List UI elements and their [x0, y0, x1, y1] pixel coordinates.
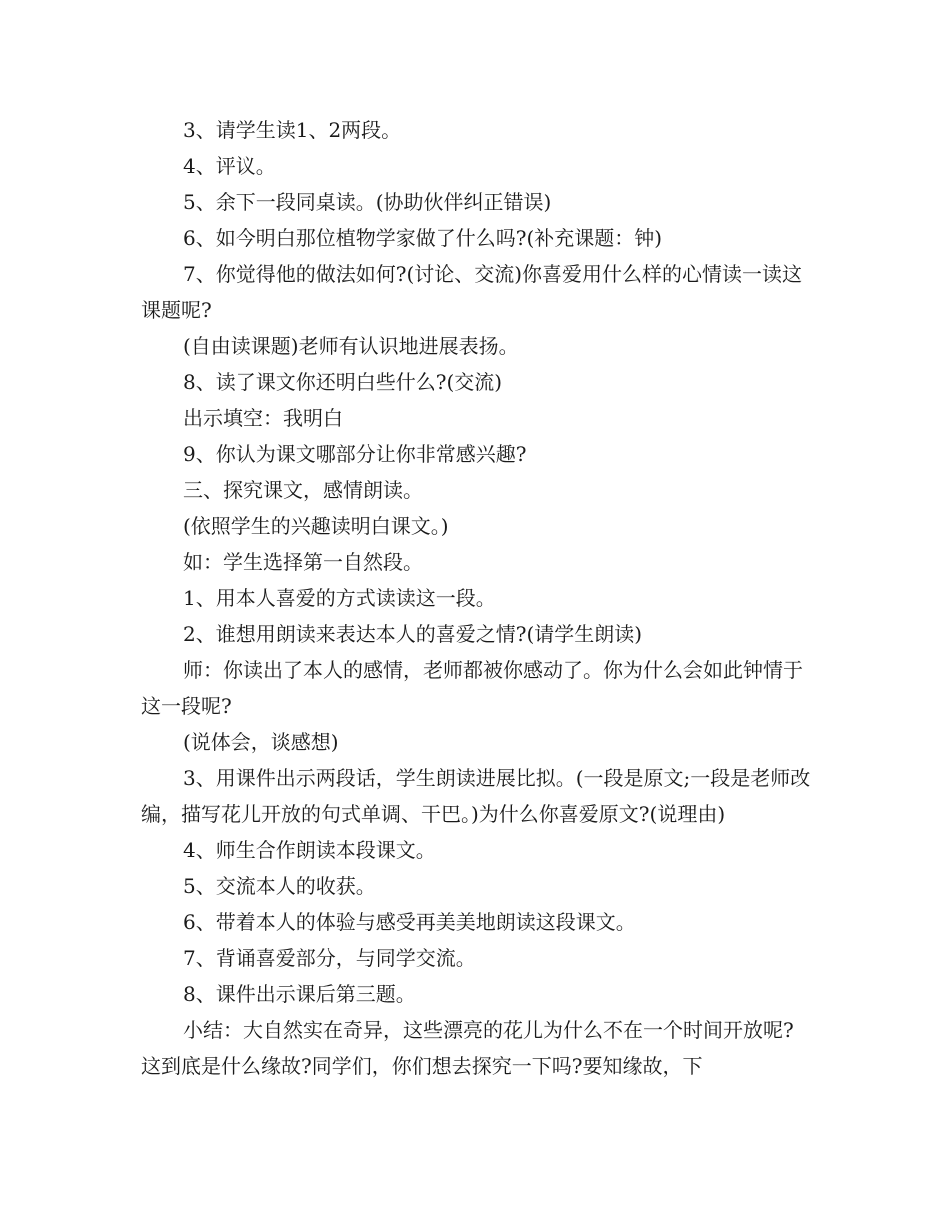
paragraph-step-9-interest: 9、你认为课文哪部分让你非常感兴趣? [183, 442, 527, 466]
paragraph-step-8-exchange: 8、读了课文你还明白些什么?(交流) [183, 370, 503, 394]
paragraph-summary: 小结：大自然实在奇异，这些漂亮的花儿为什么不在一个时间开放呢?这到底是什么缘故?同学们，你们想去探究一下吗?要知缘故，下 [141, 1018, 794, 1078]
paragraph-item-4: 4、师生合作朗读本段课文。 [183, 838, 436, 862]
paragraph-example-first-section: 如：学生选择第一自然段。 [183, 550, 423, 574]
paragraph-fill-blank: 出示填空：我明白 [183, 406, 343, 430]
paragraph-step-4-comment: 4、评议。 [183, 154, 276, 178]
section-heading-explore: 三、探究课文，感情朗读。 [183, 478, 423, 502]
paragraph-item-8: 8、课件出示课后第三题。 [183, 982, 416, 1006]
paragraph-free-read-title: (自由读课题)老师有认识地进展表扬。 [183, 334, 519, 358]
paragraph-talk-feelings: (说体会，谈感想) [183, 730, 339, 754]
paragraph-item-1: 1、用本人喜爱的方式读读这一段。 [183, 586, 496, 610]
paragraph-step-3-read: 3、请学生读1、2两段。 [183, 118, 402, 142]
paragraph-item-6: 6、带着本人的体验与感受再美美地朗读这段课文。 [183, 910, 636, 934]
paragraph-step-6-botanist: 6、如今明白那位植物学家做了什么吗?(补充课题：钟) [183, 226, 663, 250]
paragraph-item-3-compare: 3、用课件出示两段话，学生朗读进展比拟。(一段是原文;一段是老师改编，描写花儿开放的句式单调、干巴。)为什么你喜爱原文?(说理由) [141, 766, 811, 826]
paragraph-step-5-desk-mate-read: 5、余下一段同桌读。(协助伙伴纠正错误) [183, 190, 552, 214]
document-body [141, 112, 813, 1084]
paragraph-teacher-remark: 师：你读出了本人的感情，老师都被你感动了。你为什么会如此钟情于这一段呢? [141, 658, 803, 718]
paragraph-step-7-opinion: 7、你觉得他的做法如何?(讨论、交流)你喜爱用什么样的心情读一读这课题呢? [141, 262, 803, 322]
paragraph-item-7: 7、背诵喜爱部分，与同学交流。 [183, 946, 476, 970]
paragraph-item-5: 5、交流本人的收获。 [183, 874, 376, 898]
paragraph-item-2: 2、谁想用朗读来表达本人的喜爱之情?(请学生朗读) [183, 622, 643, 646]
paragraph-interest-read: (依照学生的兴趣读明白课文。) [183, 514, 449, 538]
